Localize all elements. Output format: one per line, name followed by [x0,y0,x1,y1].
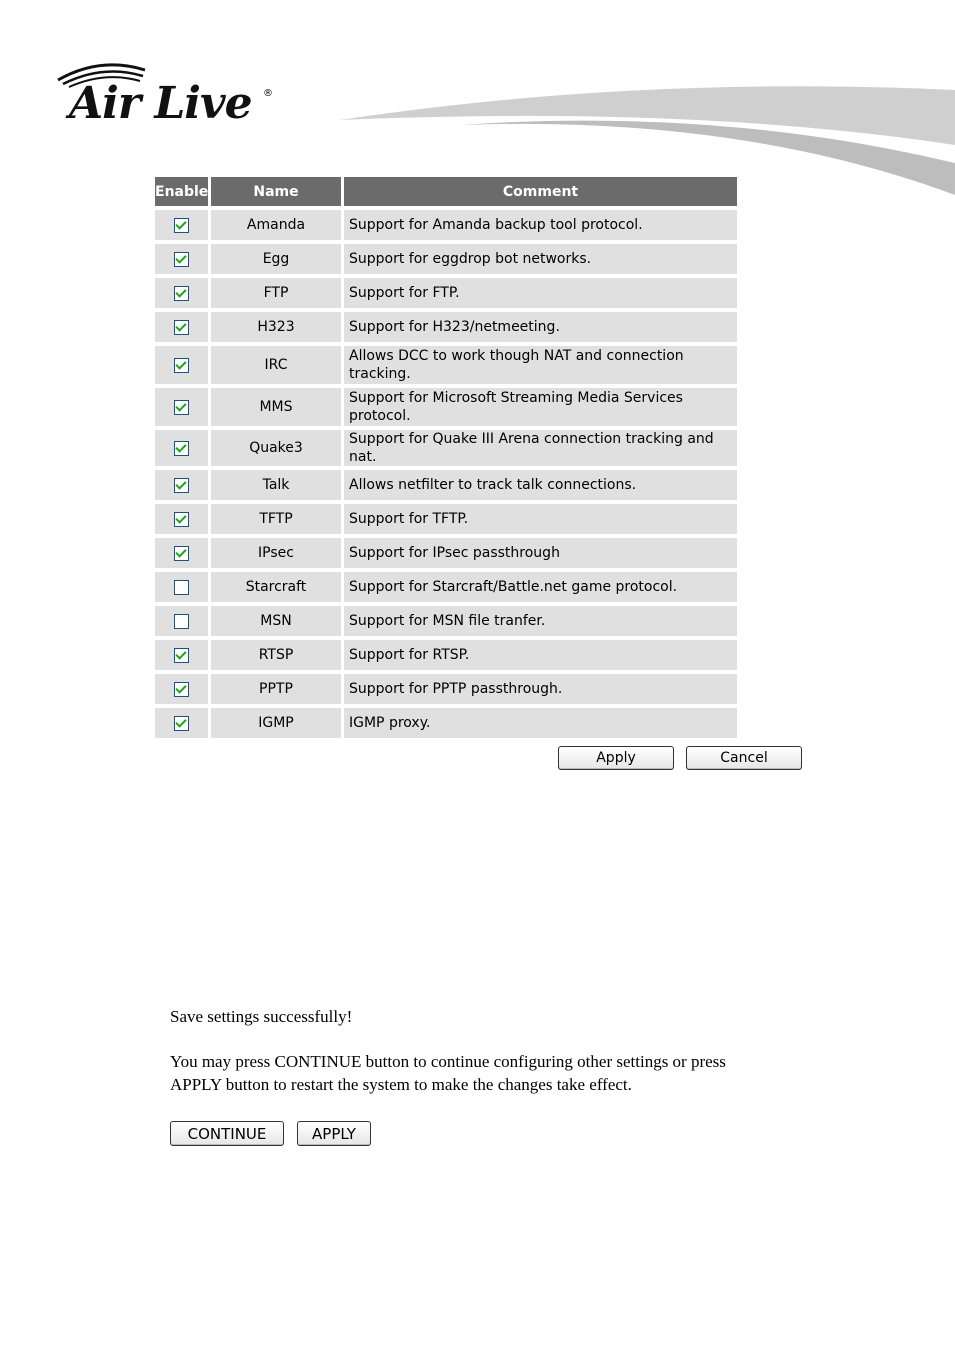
protocol-comment: Support for Starcraft/Battle.net game protocol. [344,572,737,602]
enable-cell [155,244,208,274]
enable-cell [155,504,208,534]
table-row [155,538,737,568]
header-name: Name [211,177,341,206]
enable-checkbox[interactable] [174,546,189,561]
apply-button[interactable]: Apply [558,746,674,770]
apply-restart-button[interactable]: APPLY [297,1121,371,1146]
protocol-name: H323 [211,312,341,342]
protocol-comment: Support for Microsoft Streaming Media Services protocol. [344,388,737,426]
enable-cell [155,708,208,738]
enable-cell [155,210,208,240]
table-row [155,430,737,466]
protocol-name: IRC [211,346,341,384]
info-text-line-1: You may press CONTINUE button to continue configuring other settings or press [170,1052,726,1071]
table-row [155,504,737,534]
table-row [155,674,737,704]
protocol-name: Starcraft [211,572,341,602]
header-enable: Enable [155,177,208,206]
enable-cell [155,278,208,308]
table-header-row [155,177,737,206]
protocol-comment: Support for IPsec passthrough [344,538,737,568]
enable-cell [155,538,208,568]
protocol-comment: Support for Amanda backup tool protocol. [344,210,737,240]
protocol-name: Quake3 [211,430,341,466]
enable-cell [155,572,208,602]
protocol-name: IGMP [211,708,341,738]
protocol-name: FTP [211,278,341,308]
airlive-logo [55,58,285,130]
continue-button[interactable]: CONTINUE [170,1121,284,1146]
enable-cell [155,606,208,636]
protocol-comment: Support for eggdrop bot networks. [344,244,737,274]
protocol-name: IPsec [211,538,341,568]
protocol-name: Talk [211,470,341,500]
enable-cell [155,430,208,466]
alg-table-body [155,210,737,738]
enable-cell [155,674,208,704]
enable-cell [155,346,208,384]
protocol-name: PPTP [211,674,341,704]
protocol-comment: Support for PPTP passthrough. [344,674,737,704]
table-row [155,346,737,384]
table-row [155,572,737,602]
enable-checkbox[interactable] [174,614,189,629]
protocol-comment: Support for Quake III Arena connection tracking and nat. [344,430,737,466]
protocol-comment: Allows DCC to work though NAT and connection tracking. [344,346,737,384]
table-row [155,708,737,738]
protocol-name: Amanda [211,210,341,240]
header-comment: Comment [344,177,737,206]
protocol-comment: IGMP proxy. [344,708,737,738]
protocol-name: MMS [211,388,341,426]
enable-checkbox[interactable] [174,682,189,697]
alg-table [152,173,740,742]
logo-text: Air Live [69,78,252,129]
enable-checkbox[interactable] [174,441,189,456]
enable-checkbox[interactable] [174,320,189,335]
cancel-button[interactable]: Cancel [686,746,802,770]
protocol-comment: Allows netfilter to track talk connections. [344,470,737,500]
protocol-comment: Support for RTSP. [344,640,737,670]
table-row [155,470,737,500]
enable-checkbox[interactable] [174,648,189,663]
protocol-comment: Support for H323/netmeeting. [344,312,737,342]
protocol-comment: Support for FTP. [344,278,737,308]
enable-checkbox[interactable] [174,478,189,493]
protocol-name: RTSP [211,640,341,670]
info-text-line-2: APPLY button to restart the system to make the changes take effect. [170,1075,632,1094]
enable-cell [155,470,208,500]
enable-checkbox[interactable] [174,716,189,731]
enable-checkbox[interactable] [174,218,189,233]
enable-checkbox[interactable] [174,512,189,527]
enable-cell [155,388,208,426]
registered-mark: ® [263,88,273,99]
table-row [155,606,737,636]
protocol-comment: Support for TFTP. [344,504,737,534]
table-row [155,312,737,342]
protocol-comment: Support for MSN file tranfer. [344,606,737,636]
save-success-message: Save settings successfully! [170,1007,353,1026]
table-row [155,210,737,240]
enable-checkbox[interactable] [174,400,189,415]
enable-checkbox[interactable] [174,286,189,301]
enable-cell [155,640,208,670]
enable-cell [155,312,208,342]
enable-checkbox[interactable] [174,358,189,373]
enable-checkbox[interactable] [174,252,189,267]
enable-checkbox[interactable] [174,580,189,595]
table-row [155,388,737,426]
table-row [155,244,737,274]
protocol-name: MSN [211,606,341,636]
protocol-name: Egg [211,244,341,274]
table-row [155,640,737,670]
table-row [155,278,737,308]
protocol-name: TFTP [211,504,341,534]
